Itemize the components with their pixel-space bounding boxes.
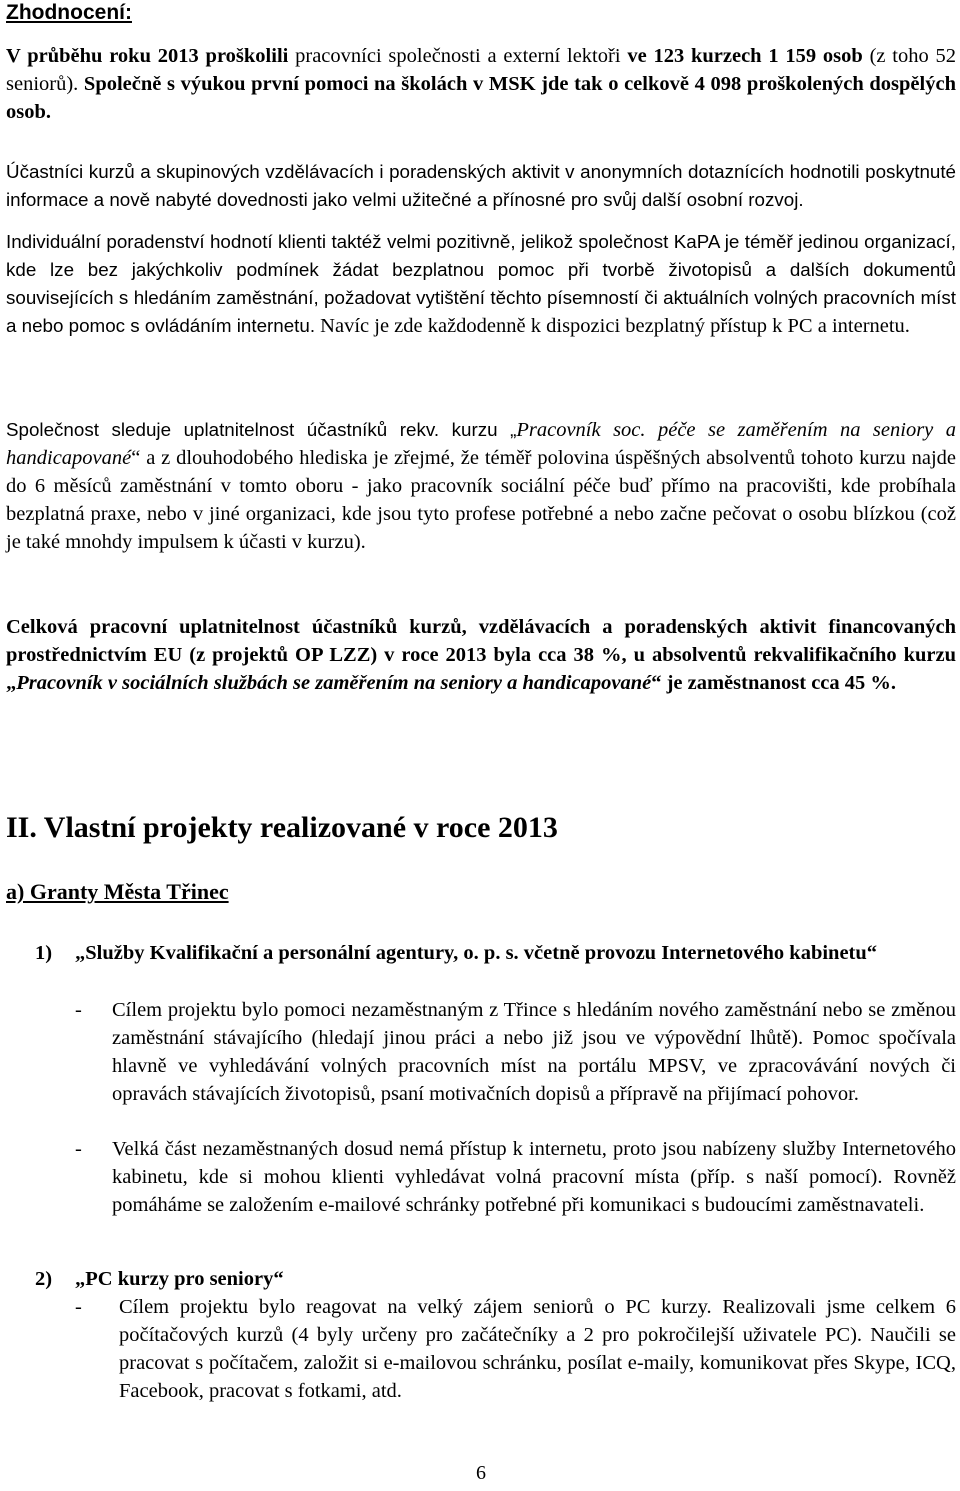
dash-bullet: - [75,1296,82,1318]
p5-rest: “ a z dlouhodobého hlediska je zřejmé, že téměř polovina úspěšných absolventů tohoto kurzu najde do 6 měsíců zaměstnání v tomto oboru - jako pracovník sociální péče buď přímo na pracovišti, kde probíhala bezplatná praxe, nebo v jiné organizaci, kde jsou tyto profese potřebné a nebo začne pečovat o osobu blízkou (což je také mnohdy impulsem k účasti v kurzu). [6,447,956,553]
paragraph-employability [6,416,956,556]
paragraph-training-summary [6,42,956,126]
paragraph-overall-employability [6,613,956,697]
dash-bullet: - [75,999,82,1021]
p1-bold-count: ve 123 kurzech 1 159 osob [627,45,863,67]
bullet-text: Velká část nezaměstnaných dosud nemá přístup k internetu, proto jsou nabízeny služby Internetového kabinetu, kde si mohou klienti vyhledávat volná pracovní místa (příp. s naší pomocí). Rovněž pomáháme se založením e-mailové schránky potřebné při komunikaci s budoucími zaměstnavateli. [112,1138,956,1216]
evaluation-heading: Zhodnocení: [6,1,132,24]
item-title: „Služby Kvalifikační a personální agentury, o. p. s. včetně provozu Internetového kabinetu“ [75,942,878,964]
dash-bullet: - [75,1138,82,1160]
item-title: „PC kurzy pro seniory“ [75,1268,284,1290]
section-title: II. Vlastní projekty realizované v roce 2013 [6,811,558,844]
subsection-title: a) Granty Města Třinec [6,879,229,904]
bullet-text: Cílem projektu bylo reagovat na velký zájem seniorů o PC kurzy. Realizovali jsme celkem 6 počítačových kurzů (4 byly určeny pro začátečníky a 2 pro pokročilejší uživatele PC). Naučili se pracovat s počítačem, založit si e-mailovou schránku, posílat e-maily, komunikovat přes Skype, ICQ, Facebook, pracovat s fotkami, atd. [119,1296,956,1402]
p3-text: Individuální poradenství hodnotí klienti taktéž velmi pozitivně, jelikož společnost KaPA je téměř jedinou organizací, kde lze bez jakýchkoliv podmínek žádat bezplatnou pomoc při tvorbě životopisů a dalších dokumentů souvisejících s hledáním zaměstnání, požadovat vytištění těchto písemností či aktuálních volných pracovních míst a nebo pomoc s ovládáním internetu. [6,231,956,336]
bullet-text: Cílem projektu bylo pomoci nezaměstnaným z Třince s hledáním nového zaměstnání nebo se změnou zaměstnání stávajícího (hledají jinou práci a nebo již jsou ve výpovědní lhůtě). Pomoc spočívala hlavně ve vyhledávání volných pracovních míst na portálu MPSV, ve zpracovávání nových či opravách stávajících životopisů, psaní motivačních dopisů a přípravě na přijímací pohovor. [112,999,956,1105]
p1-bold-start: V průběhu roku 2013 proškolili [6,45,289,67]
item-number: 2) [35,1268,53,1290]
page-number: 6 [476,1462,486,1484]
p1-bold-total: Společně s výukou první pomoci na školách v MSK jde tak o celkově 4 098 proškolených dospělých osob. [6,73,956,123]
item-number: 1) [35,942,53,964]
p6-lead: Celková pracovní uplatnitelnost účastníků kurzů, vzdělávacích a poradenských aktivit financovaných prostřednictvím EU (z projektů OP LZZ) v roce 2013 byla cca 38 %, u absolventů rekvalifikačního kurzu „ [6,616,956,694]
p4-text: Navíc je zde každodenně k dispozici bezplatný přístup k PC a internetu. [315,315,910,337]
p1-seniors: (z toho 52 seniorů). [6,45,957,95]
paragraph-course-feedback: Účastníci kurzů a skupinových vzdělávacích i poradenských aktivit v anonymních dotaznících hodnotili poskytnuté informace a nově nabyté dovednosti jako velmi užitečné a přínosné pro svůj další osobní rozvoj. [6,161,956,210]
p5-lead: je uplatnitelnost účastníků rekv. kurzu „ [156,419,517,440]
p5-course-name: Pracovník soc. péče se zaměřením na seniory a handicapované [6,419,956,469]
paragraph-counseling [6,228,956,340]
p5-start: Společnost sledu [6,419,157,440]
p6-end: “ je zaměstnanost cca 45 %. [651,672,897,694]
p6-course-name: Pracovník v sociálních službách se zaměřením na seniory a handicapované [16,672,652,694]
p1-regular: pracovníci společnosti a externí lektoři [288,45,628,67]
